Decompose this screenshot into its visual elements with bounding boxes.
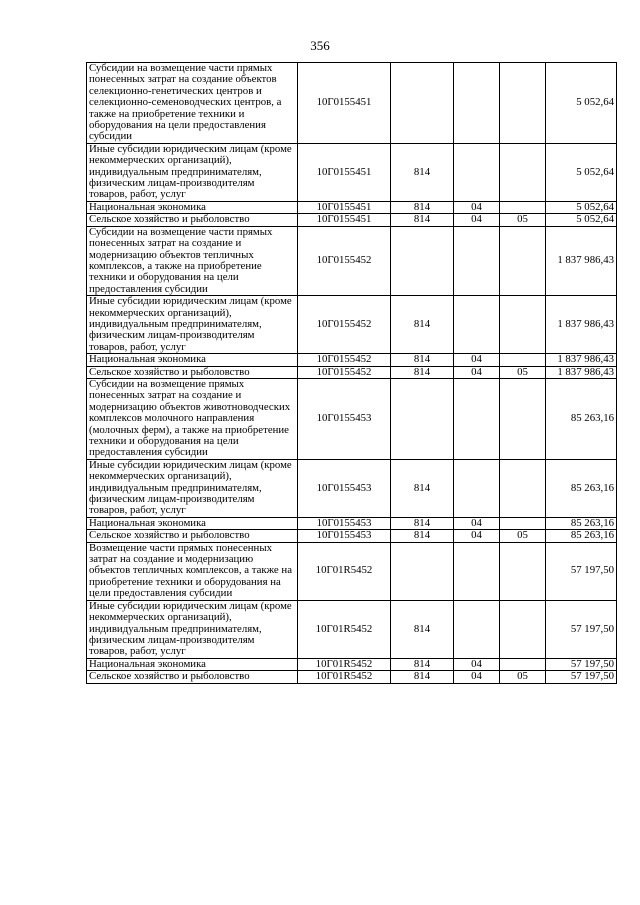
amount-cell: 85 263,16 (546, 378, 617, 459)
table-row (87, 63, 617, 144)
table-row (87, 542, 617, 600)
target-article-cell: 10Г01R5452 (298, 600, 391, 658)
table-row (87, 671, 617, 683)
expense-name-cell: Национальная экономика (87, 658, 298, 670)
amount-cell: 57 197,50 (546, 658, 617, 670)
subsection-cell: 05 (500, 530, 546, 542)
expense-name-cell: Иные субсидии юридическим лицам (кроме некоммерческих организаций), индивидуальным предпринимателям, физическим лицам-производителям товаров, работ, услуг (87, 459, 298, 517)
subsection-cell (500, 378, 546, 459)
section-cell (454, 459, 500, 517)
expense-type-cell: 814 (391, 201, 454, 213)
expense-type-cell: 814 (391, 530, 454, 542)
section-cell: 04 (454, 354, 500, 366)
target-article-cell: 10Г01R5452 (298, 658, 391, 670)
expense-type-cell: 814 (391, 658, 454, 670)
amount-cell: 1 837 986,43 (546, 354, 617, 366)
amount-cell: 85 263,16 (546, 517, 617, 529)
section-cell: 04 (454, 366, 500, 378)
expense-type-cell: 814 (391, 143, 454, 201)
amount-cell: 85 263,16 (546, 459, 617, 517)
subsection-cell (500, 143, 546, 201)
target-article-cell: 10Г01R5452 (298, 671, 391, 683)
target-article-cell: 10Г0155452 (298, 296, 391, 354)
expense-name-cell: Иные субсидии юридическим лицам (кроме некоммерческих организаций), индивидуальным предпринимателям, физическим лицам-производителям товаров, работ, услуг (87, 143, 298, 201)
section-cell: 04 (454, 517, 500, 529)
expense-name-cell: Субсидии на возмещение прямых понесенных затрат на создание и модернизацию объектов животноводческих комплексов молочного направления (молочных ферм), а также на приобретение техники и оборудования на цели предоставления субсидии (87, 378, 298, 459)
expense-type-cell (391, 542, 454, 600)
subsection-cell (500, 354, 546, 366)
amount-cell: 1 837 986,43 (546, 226, 617, 295)
expense-name-cell: Сельское хозяйство и рыболовство (87, 214, 298, 226)
target-article-cell: 10Г0155451 (298, 214, 391, 226)
expense-name-cell: Сельское хозяйство и рыболовство (87, 530, 298, 542)
expense-name-cell: Иные субсидии юридическим лицам (кроме некоммерческих организаций), индивидуальным предпринимателям, физическим лицам-производителям товаров, работ, услуг (87, 600, 298, 658)
expense-name-cell: Сельское хозяйство и рыболовство (87, 366, 298, 378)
amount-cell: 1 837 986,43 (546, 366, 617, 378)
amount-cell: 57 197,50 (546, 542, 617, 600)
subsection-cell (500, 600, 546, 658)
expense-type-cell: 814 (391, 214, 454, 226)
section-cell: 04 (454, 671, 500, 683)
subsection-cell (500, 296, 546, 354)
table-row (87, 201, 617, 213)
table-row (87, 226, 617, 295)
expense-name-cell: Национальная экономика (87, 517, 298, 529)
amount-cell: 57 197,50 (546, 671, 617, 683)
expense-name-cell: Возмещение части прямых понесенных затрат на создание и модернизацию объектов тепличных комплексов, а также на приобретение техники и оборудования на цели предоставления субсидии (87, 542, 298, 600)
table-row (87, 354, 617, 366)
subsection-cell (500, 517, 546, 529)
expense-name-cell: Сельское хозяйство и рыболовство (87, 671, 298, 683)
amount-cell: 5 052,64 (546, 201, 617, 213)
section-cell (454, 600, 500, 658)
target-article-cell: 10Г0155453 (298, 459, 391, 517)
subsection-cell (500, 201, 546, 213)
section-cell: 04 (454, 530, 500, 542)
expense-type-cell: 814 (391, 296, 454, 354)
target-article-cell: 10Г01R5452 (298, 542, 391, 600)
section-cell (454, 143, 500, 201)
amount-cell: 85 263,16 (546, 530, 617, 542)
expense-type-cell (391, 63, 454, 144)
table-row (87, 214, 617, 226)
expense-type-cell: 814 (391, 517, 454, 529)
table-row (87, 600, 617, 658)
target-article-cell: 10Г0155451 (298, 201, 391, 213)
section-cell (454, 226, 500, 295)
target-article-cell: 10Г0155452 (298, 226, 391, 295)
section-cell: 04 (454, 201, 500, 213)
table-row (87, 530, 617, 542)
target-article-cell: 10Г0155451 (298, 63, 391, 144)
table-row (87, 296, 617, 354)
amount-cell: 5 052,64 (546, 143, 617, 201)
subsection-cell: 05 (500, 366, 546, 378)
amount-cell: 57 197,50 (546, 600, 617, 658)
expense-type-cell (391, 226, 454, 295)
expense-type-cell: 814 (391, 459, 454, 517)
target-article-cell: 10Г0155453 (298, 517, 391, 529)
table-row (87, 366, 617, 378)
expense-type-cell (391, 378, 454, 459)
target-article-cell: 10Г0155451 (298, 143, 391, 201)
expense-name-cell: Национальная экономика (87, 354, 298, 366)
subsection-cell (500, 63, 546, 144)
section-cell (454, 63, 500, 144)
table-body (87, 63, 617, 684)
target-article-cell: 10Г0155453 (298, 378, 391, 459)
section-cell (454, 542, 500, 600)
page-number: 356 (310, 38, 330, 53)
table-row (87, 459, 617, 517)
expense-type-cell: 814 (391, 366, 454, 378)
expense-name-cell: Национальная экономика (87, 201, 298, 213)
budget-table (86, 62, 617, 684)
subsection-cell: 05 (500, 671, 546, 683)
target-article-cell: 10Г0155452 (298, 354, 391, 366)
amount-cell: 1 837 986,43 (546, 296, 617, 354)
table-row (87, 517, 617, 529)
subsection-cell (500, 226, 546, 295)
expense-type-cell: 814 (391, 600, 454, 658)
target-article-cell: 10Г0155452 (298, 366, 391, 378)
expense-type-cell: 814 (391, 354, 454, 366)
section-cell (454, 296, 500, 354)
subsection-cell: 05 (500, 214, 546, 226)
expense-name-cell: Субсидии на возмещение части прямых понесенных затрат на создание объектов селекционно-генетических центров и селекционно-семеноводческих центров, а также на приобретение техники и оборудования на цели предоставления субсидии (87, 63, 298, 144)
amount-cell: 5 052,64 (546, 63, 617, 144)
subsection-cell (500, 658, 546, 670)
table-row (87, 378, 617, 459)
section-cell: 04 (454, 658, 500, 670)
expense-type-cell: 814 (391, 671, 454, 683)
subsection-cell (500, 542, 546, 600)
amount-cell: 5 052,64 (546, 214, 617, 226)
subsection-cell (500, 459, 546, 517)
table-row (87, 143, 617, 201)
section-cell (454, 378, 500, 459)
section-cell: 04 (454, 214, 500, 226)
expense-name-cell: Субсидии на возмещение части прямых понесенных затрат на создание и модернизацию объектов тепличных комплексов, а также на приобретение техники и оборудования на цели предоставления субсидии (87, 226, 298, 295)
expense-name-cell: Иные субсидии юридическим лицам (кроме некоммерческих организаций), индивидуальным предпринимателям, физическим лицам-производителям товаров, работ, услуг (87, 296, 298, 354)
target-article-cell: 10Г0155453 (298, 530, 391, 542)
table-row (87, 658, 617, 670)
